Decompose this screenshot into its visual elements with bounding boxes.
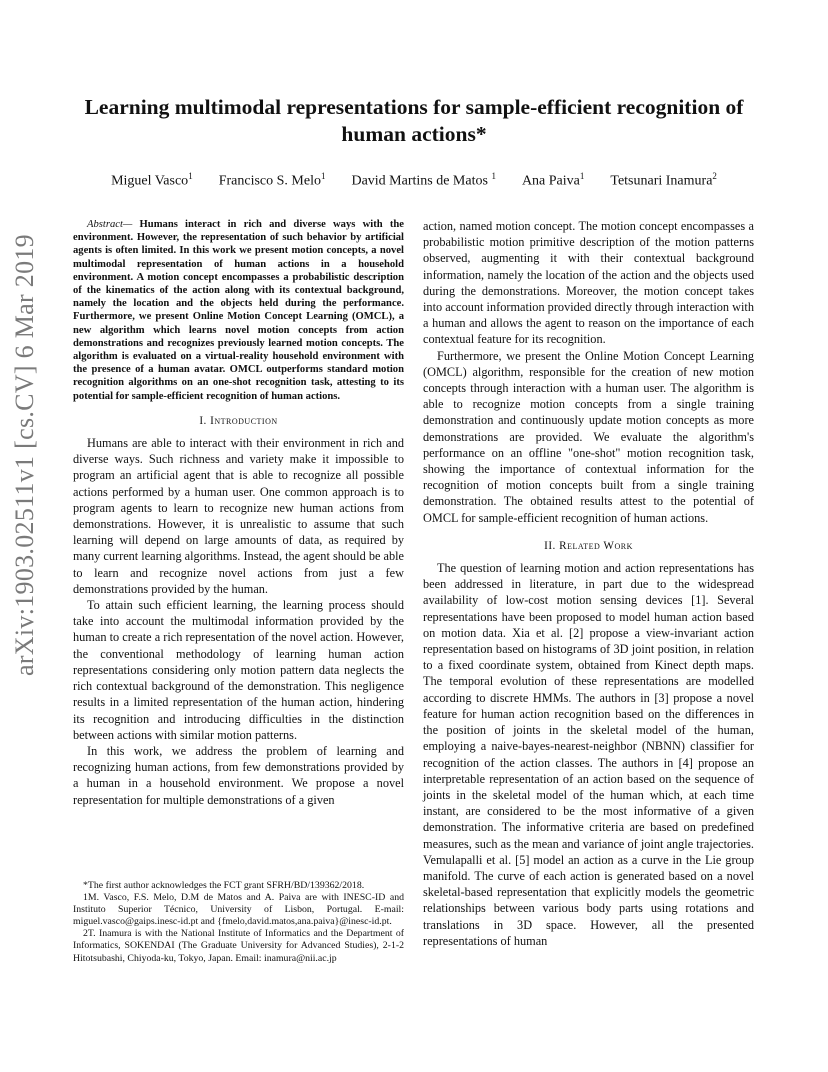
author: Francisco S. Melo$^1$ xyxy=(218,171,326,189)
right-column xyxy=(423,218,754,949)
footnote-affiliation-1: 1M. Vasco, F.S. Melo, D.M de Matos and A. Paiva are with INESC-ID and Instituto Superior Técnico, University of Lisbon, Portugal. E-mail: miguel.vasco@gaips.inesc-id.pt and {fmelo,david.matos,ana.paiva}@inesc-id.pt. xyxy=(73,892,404,928)
paragraph: To attain such efficient learning, the learning process should take into account the multimodal information provided by the human to create a rich representation of the novel action. However, the conventional methodology of learning human action representations considering only motion pattern data neglects the rich contextual background of the demonstration. This negligence results in a limited representation of the human action, hindering its recognition and introducing difficulties in the distinction between actions with similar motion patterns. xyxy=(73,598,404,742)
arxiv-stamp: arXiv:1903.02511v1 [cs.CV] 6 Mar 2019 xyxy=(10,234,39,676)
footnotes xyxy=(73,880,404,965)
author: Ana Paiva$^1$ xyxy=(521,171,585,189)
abstract-label: Abstract— xyxy=(87,219,133,230)
left-column xyxy=(73,218,404,808)
paragraph: Furthermore, we present the Online Motion Concept Learning (OMCL) algorithm, responsible for the creation of new motion concepts through interaction with a human user. The algorithm is able to recognize motion concepts from a single training demonstration and continuously update motion concepts as more demonstrations are provided. We evaluate the algorithm's performance on an offline "one-shot" motion recognition task, showing the importance of contextual information for the recognition of motion concepts built from a single training demonstration. The obtained results attest to the potential of OMCL for sample-efficient recognition of human actions. xyxy=(423,348,754,525)
paragraph: In this work, we address the problem of learning and recognizing human actions, from few demonstrations provided by a human in a household environment. We propose a novel representation for multiple demonstrations of a given xyxy=(73,743,404,807)
paper-title: Learning multimodal representations for sample-efficient recognition of human actions* xyxy=(84,95,744,146)
author-list xyxy=(60,171,768,190)
section-heading-introduction: I. Introduction xyxy=(199,414,278,427)
author: Tetsunari Inamura$^2$ xyxy=(610,171,717,189)
section-heading-related-work: II. Related Work xyxy=(544,539,633,552)
abstract-body: Humans interact in rich and diverse ways with the environment. However, the representation of such behavior by artificial agents is often limited. In this work we present motion concepts, a novel multimodal representation of human actions in a household environment. A motion concept encompasses a probabilistic description of the kinematics of the action along with its contextual background, namely the location and the objects held during the performance. Furthermore, we present Online Motion Concept Learning (OMCL), a new algorithm which learns novel motion concepts from action demonstrations and recognizes previously learned motion concepts. The algorithm is evaluated on a virtual-reality household environment with the presence of a human avatar. OMCL outperforms standard motion recognition algorithms on an one-shot recognition task, attesting to its potential for sample-efficient recognition of human actions. xyxy=(73,219,404,402)
author: David Martins de Matos $^1$ xyxy=(351,171,496,189)
abstract xyxy=(73,218,404,403)
paragraph: action, named motion concept. The motion concept encompasses a probabilistic motion primitive description of the motion patterns observed, augmenting it with their contextual background information, namely the location of the action and the objects used during the demonstrations. Moreover, the motion concept takes into account information provided directly through interaction with a human and allows the agent to reason on the importance of each contextual feature for its recognition. xyxy=(423,219,754,347)
footnote-affiliation-2: 2T. Inamura is with the National Institute of Informatics and the Department of Informatics, SOKENDAI (The Graduate University for Advanced Studies), 2-1-2 Hitotsubashi, Chiyoda-ku, Tokyo, Japan. Email: inamura@nii.ac.jp xyxy=(73,928,404,964)
paragraph: The question of learning motion and action representations has been addressed in literature, in part due to the widespread availability of low-cost motion sensing devices [1]. Several representations have been proposed to model human action based on motion data. Xia et al. [2] propose a view-invariant action representation based on histograms of 3D joint position, in relation to a fixed coordinate system, obtained from Kinect depth maps. The temporal evolution of these representations are modelled according to discrete HMMs. The authors in [3] propose a novel feature for human action recognition based on the differences in the position of joints in the skeletal model of the human, employing a naive-bayes-nearest-neighbor (NBNN) classifier for recognition of the action classes. The authors in [4] propose an interpretable representation of an action based on the sequence of joints in the skeletal model of the human which, at each time instant, are considered to be the most informative of a given demonstration. The informative criteria are based on predefined measures, such as the mean and variance of joint angle trajectories. Vemulapalli et al. [5] model an action as a curve in the Lie group manifold. The curve of each action is generated based on a novel skeletal-based representation that explicitly models the geometric relationships between various body parts using rotations and translations in 3D space. However, all the presented representations of human xyxy=(423,561,754,948)
author: Miguel Vasco$^1$ xyxy=(111,171,193,189)
paragraph: Humans are able to interact with their environment in rich and diverse ways. Such richness and variety make it impossible to program an artificial agent that is able to recognize all possible actions performed by a human user. One common approach is to program agents to learn to recognize new human actions from demonstrations. However, it is unrealistic to assume that such learning will depend on large amounts of data, as required by many current learning algorithms. Instead, the agent should be able to learn and recognize novel actions from just a few demonstrations provided by the human. xyxy=(73,436,404,596)
footnote-grant: *The first author acknowledges the FCT grant SFRH/BD/139362/2018. xyxy=(83,880,365,891)
